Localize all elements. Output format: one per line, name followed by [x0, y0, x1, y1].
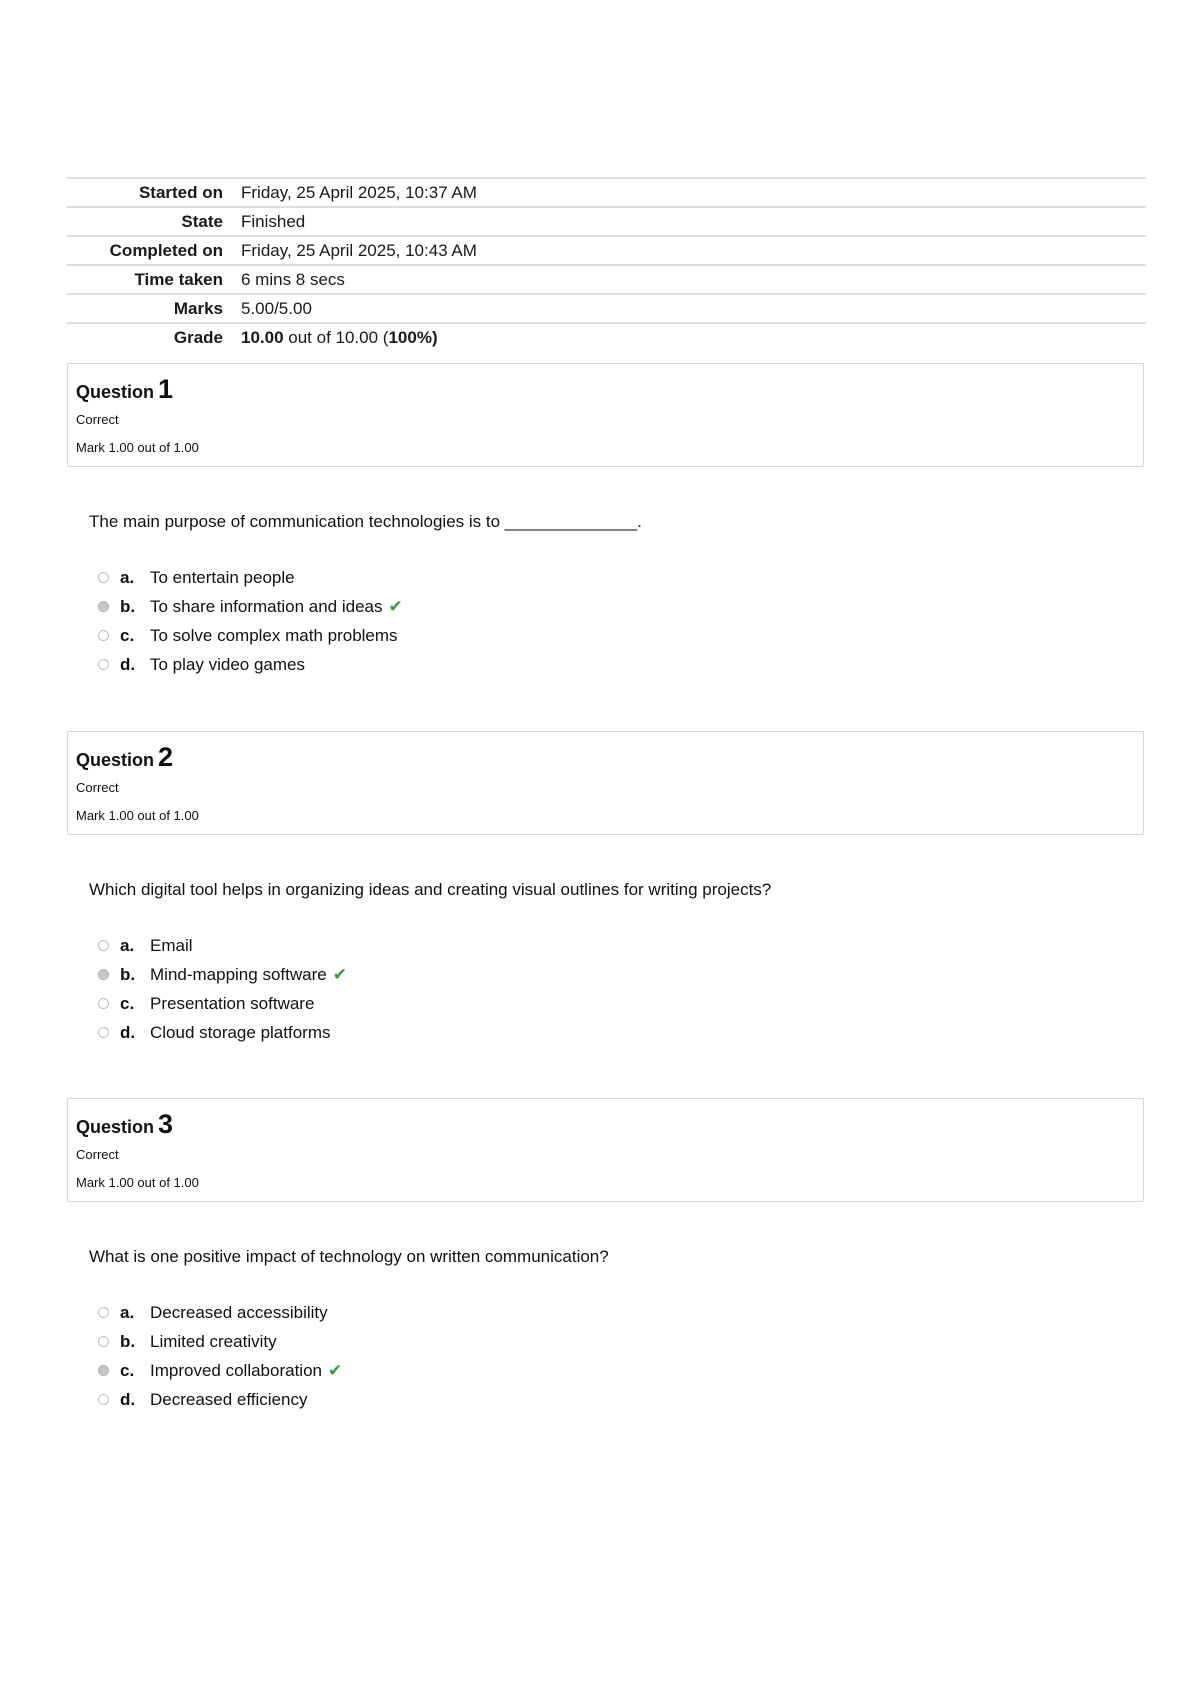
answer-text: Cloud storage platforms [150, 1022, 331, 1042]
answer-option[interactable] [98, 650, 698, 679]
check-icon: ✔ [332, 964, 347, 984]
answer-option[interactable] [98, 1327, 698, 1356]
question-info-box [67, 731, 1144, 835]
radio-button[interactable] [98, 998, 109, 1009]
question-label: Question [76, 1117, 155, 1137]
answer-letter: d. [120, 1389, 136, 1409]
question-mark: Mark 1.00 out of 1.00 [76, 1175, 199, 1190]
answer-text: Decreased accessibility [150, 1302, 328, 1322]
radio-button[interactable] [98, 659, 109, 670]
answer-list [98, 931, 698, 1047]
question-state: Correct [76, 1147, 119, 1162]
grade-row [67, 323, 1146, 351]
summary-label: Completed on [67, 236, 239, 265]
answer-letter: a. [120, 1302, 135, 1322]
attempt-summary-table [67, 177, 1146, 351]
summary-label: State [67, 207, 239, 236]
grade-close: ) [431, 327, 438, 347]
question-title [76, 374, 173, 405]
summary-value: 6 mins 8 secs [239, 265, 1146, 294]
radio-button[interactable] [98, 1027, 109, 1038]
summary-row [67, 265, 1146, 294]
question-title [76, 742, 173, 773]
summary-row [67, 294, 1146, 323]
radio-button[interactable] [98, 1394, 109, 1405]
answer-option[interactable] [98, 621, 698, 650]
answer-text: Improved collaboration [150, 1360, 322, 1380]
summary-label: Marks [67, 294, 239, 323]
answer-letter: a. [120, 935, 135, 955]
answer-letter: d. [120, 654, 136, 674]
answer-letter: c. [120, 1360, 135, 1380]
summary-label: Started on [67, 178, 239, 207]
answer-option[interactable] [98, 1385, 698, 1414]
answer-option[interactable] [98, 1018, 698, 1047]
radio-button-selected[interactable] [98, 1365, 109, 1376]
answer-text: To entertain people [150, 567, 295, 587]
question-number: 1 [158, 374, 174, 404]
summary-row [67, 236, 1146, 265]
check-icon: ✔ [327, 1360, 343, 1380]
answer-letter: c. [120, 993, 135, 1013]
summary-row [67, 207, 1146, 236]
question-number: 3 [158, 1109, 174, 1139]
summary-row [67, 178, 1146, 207]
radio-button-selected[interactable] [98, 969, 109, 980]
summary-label: Time taken [67, 265, 239, 294]
summary-value: Finished [239, 207, 1146, 236]
radio-button[interactable] [98, 940, 109, 951]
question-info-box [67, 363, 1144, 467]
radio-button-selected[interactable] [98, 601, 109, 612]
answer-option[interactable] [98, 563, 698, 592]
radio-button[interactable] [98, 572, 109, 583]
grade-percent: 100% [388, 327, 432, 347]
answer-letter: b. [120, 964, 136, 984]
radio-button[interactable] [98, 1336, 109, 1347]
answer-text: To share information and ideas [150, 596, 383, 616]
grade-label: Grade [67, 323, 239, 351]
radio-button[interactable] [98, 1307, 109, 1318]
summary-value: Friday, 25 April 2025, 10:37 AM [239, 178, 1146, 207]
question-text: What is one positive impact of technology on written communication? [89, 1247, 609, 1266]
answer-text: Decreased efficiency [150, 1389, 308, 1409]
answer-list [98, 1298, 698, 1414]
question-state: Correct [76, 780, 119, 795]
answer-option[interactable] [98, 592, 698, 621]
question-number: 2 [158, 742, 174, 772]
check-icon: ✔ [388, 596, 403, 616]
answer-letter: d. [120, 1022, 136, 1042]
question-label: Question [76, 382, 155, 402]
question-text: Which digital tool helps in organizing ideas and creating visual outlines for writing projects? [89, 880, 772, 899]
answer-letter: b. [120, 596, 136, 616]
answer-option[interactable] [98, 989, 698, 1018]
grade-out-of: out of 10.00 ( [283, 327, 389, 347]
answer-letter: b. [120, 1331, 136, 1351]
answer-text: To solve complex math problems [150, 625, 398, 645]
answer-option[interactable] [98, 1298, 698, 1327]
answer-text: Mind-mapping software [150, 964, 327, 984]
answer-text: To play video games [150, 654, 305, 674]
answer-letter: a. [120, 567, 135, 587]
answer-option[interactable] [98, 1356, 698, 1385]
answer-list [98, 563, 698, 679]
question-text: The main purpose of communication technologies is to ______________. [89, 512, 642, 531]
answer-text: Presentation software [150, 993, 315, 1013]
question-label: Question [76, 750, 155, 770]
summary-value: 5.00/5.00 [239, 294, 1146, 323]
radio-button[interactable] [98, 630, 109, 641]
answer-text: Limited creativity [150, 1331, 277, 1351]
answer-option[interactable] [98, 931, 698, 960]
grade-value [239, 323, 1146, 351]
question-state: Correct [76, 412, 119, 427]
question-mark: Mark 1.00 out of 1.00 [76, 440, 199, 455]
answer-letter: c. [120, 625, 135, 645]
question-title [76, 1109, 173, 1140]
answer-text: Email [150, 935, 193, 955]
summary-value: Friday, 25 April 2025, 10:43 AM [239, 236, 1146, 265]
grade-score: 10.00 [241, 327, 284, 347]
answer-option[interactable] [98, 960, 698, 989]
question-info-box [67, 1098, 1144, 1202]
question-mark: Mark 1.00 out of 1.00 [76, 808, 199, 823]
